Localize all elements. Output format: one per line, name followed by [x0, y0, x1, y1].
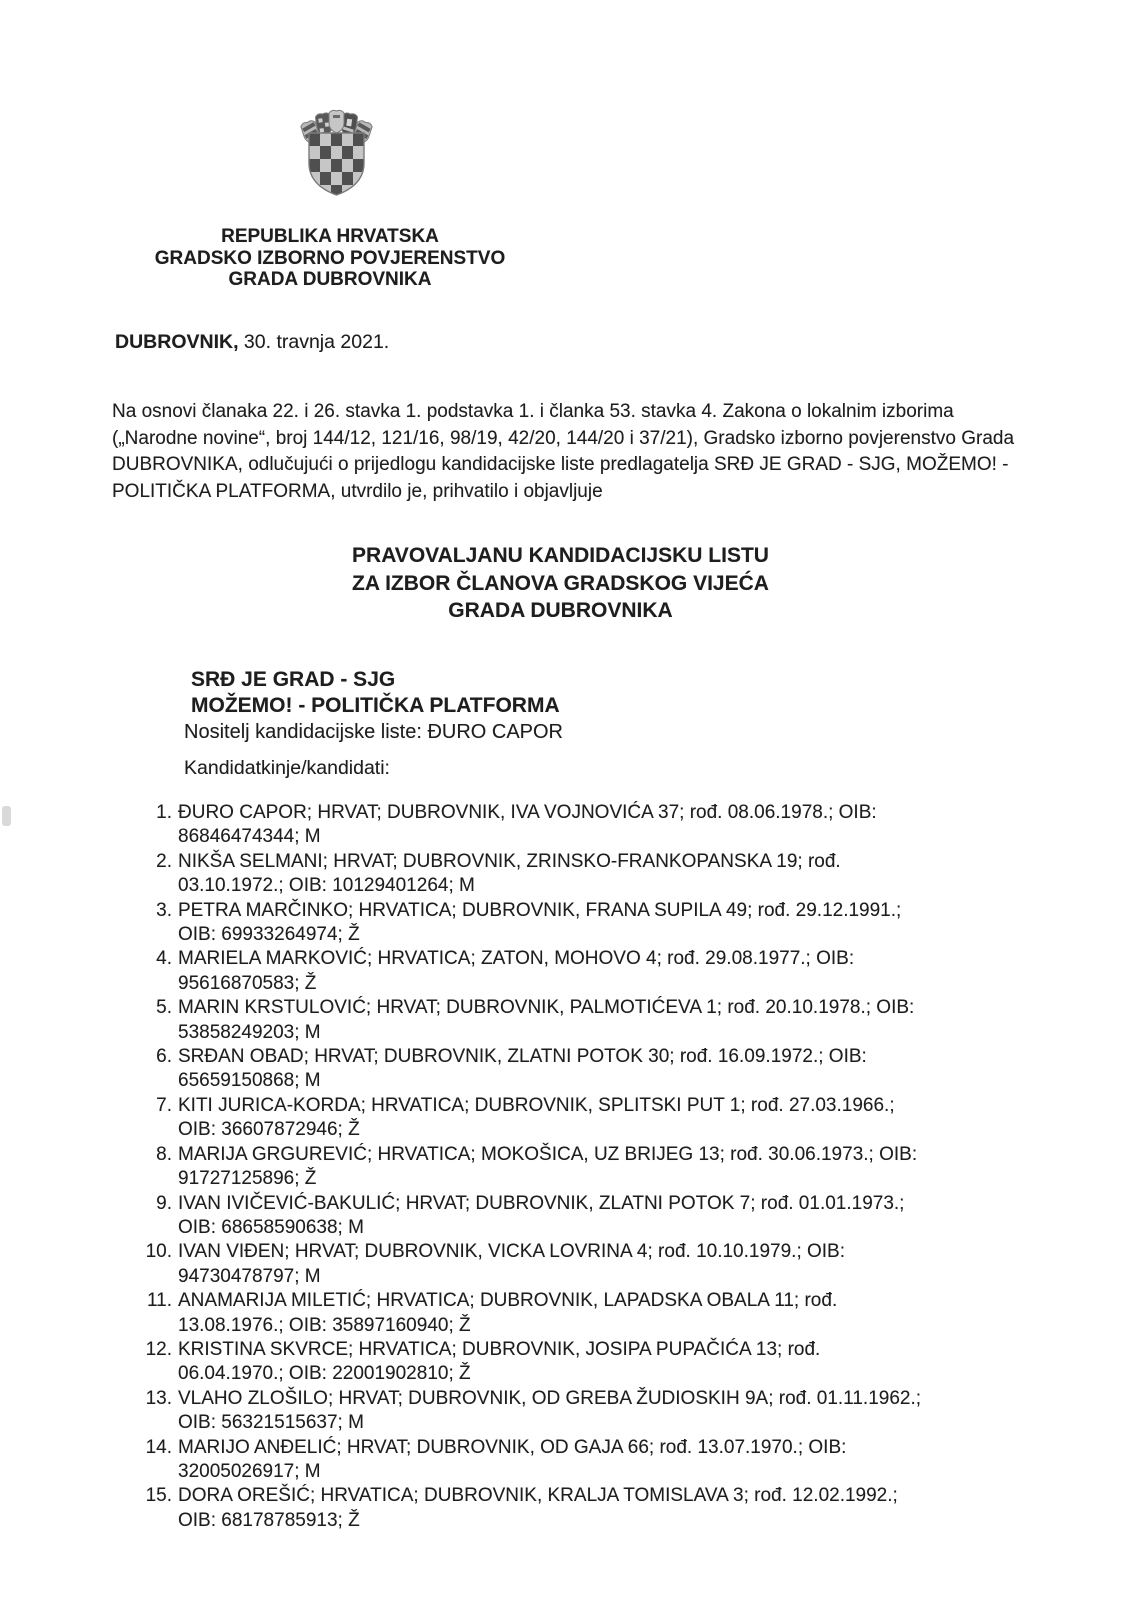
candidate-item	[0, 899, 1131, 948]
candidate-item	[0, 1338, 1131, 1387]
candidate-text-line-2: 91727125896; Ž	[178, 1168, 317, 1190]
candidate-text	[178, 1240, 845, 1289]
candidate-item	[0, 1289, 1131, 1338]
candidate-text	[178, 1192, 904, 1241]
letterhead	[110, 226, 550, 291]
candidate-text-line-1: PETRA MARČINKO; HRVATICA; DUBROVNIK, FRANA SUPILA 49; rođ. 29.12.1991.;	[178, 899, 902, 921]
candidate-text-line-1: MARIN KRSTULOVIĆ; HRVAT; DUBROVNIK, PALMOTIĆEVA 1; rođ. 20.10.1978.; OIB:	[178, 997, 915, 1019]
candidate-text-line-1: MARIJO ANĐELIĆ; HRVAT; DUBROVNIK, OD GAJA 66; rođ. 13.07.1970.; OIB:	[178, 1436, 847, 1458]
title-line-1: PRAVOVALJANU KANDIDACIJSKU LISTU	[352, 544, 769, 567]
candidate-text-line-1: ĐURO CAPOR; HRVAT; DUBROVNIK, IVA VOJNOVIĆA 37; rođ. 08.06.1978.; OIB:	[178, 802, 877, 823]
candidate-text-line-1: VLAHO ZLOŠILO; HRVAT; DUBROVNIK, OD GREBA ŽUDIOSKIH 9A; rođ. 01.11.1962.;	[178, 1387, 922, 1409]
dateline-city: DUBROVNIK,	[115, 331, 239, 353]
candidate-text-line-1: SRĐAN OBAD; HRVAT; DUBROVNIK, ZLATNI POTOK 30; rođ. 16.09.1972.; OIB:	[178, 1046, 867, 1068]
party-name-line-1: SRĐ JE GRAD - SJG	[191, 668, 396, 691]
candidate-text-line-2: OIB: 68658590638; M	[178, 1216, 364, 1238]
candidate-item	[0, 1387, 1131, 1436]
candidate-text	[178, 947, 854, 996]
candidate-text-line-1: MARIELA MARKOVIĆ; HRVATICA; ZATON, MOHOVO 4; rođ. 29.08.1977.; OIB:	[178, 948, 855, 970]
candidate-number: 12.	[145, 1338, 172, 1360]
candidate-item	[0, 801, 1131, 850]
candidate-number: 13.	[145, 1387, 172, 1409]
candidate-text	[178, 1387, 921, 1436]
candidate-item	[0, 1192, 1131, 1241]
candidate-item	[0, 996, 1131, 1045]
candidate-number: 3.	[156, 899, 172, 921]
candidate-number: 11.	[146, 1290, 172, 1312]
candidate-text-line-1: NIKŠA SELMANI; HRVAT; DUBROVNIK, ZRINSKO-FRANKOPANSKA 19; rođ.	[178, 850, 841, 872]
candidate-item	[0, 1045, 1131, 1094]
title-line-3: GRADA DUBROVNIKA	[448, 599, 673, 622]
party-name-block	[191, 667, 560, 719]
candidate-text	[178, 1289, 837, 1338]
candidate-text-line-1: IVAN IVIČEVIĆ-BAKULIĆ; HRVAT; DUBROVNIK, ZLATNI POTOK 7; rođ. 01.01.1973.;	[178, 1192, 905, 1214]
candidate-number: 5.	[156, 997, 172, 1019]
candidate-item	[0, 947, 1131, 996]
candidates-list	[0, 801, 1131, 1533]
party-name-line-2: MOŽEMO! - POLITIČKA PLATFORMA	[191, 694, 560, 717]
letterhead-line-country: REPUBLIKA HRVATSKA	[221, 226, 439, 247]
candidate-text-line-2: 65659150868; M	[178, 1070, 321, 1092]
candidate-text-line-2: OIB: 36607872946; Ž	[178, 1119, 360, 1141]
candidate-number: 4.	[156, 948, 172, 970]
candidate-item	[0, 1094, 1131, 1143]
checkerboard-shield	[309, 133, 364, 198]
candidate-text	[178, 1338, 820, 1387]
candidate-text	[178, 1094, 895, 1143]
candidate-number: 8.	[156, 1143, 172, 1165]
letterhead-line-city: GRADA DUBROVNIKA	[228, 269, 432, 290]
candidate-text	[178, 899, 901, 948]
candidate-text-line-1: MARIJA GRGUREVIĆ; HRVATICA; MOKOŠICA, UZ BRIJEG 13; rođ. 30.06.1973.; OIB:	[178, 1143, 918, 1165]
title-line-2: ZA IZBOR ČLANOVA GRADSKOG VIJEĆA	[352, 571, 769, 595]
candidate-text-line-1: ANAMARIJA MILETIĆ; HRVATICA; DUBROVNIK, LAPADSKA OBALA 11; rođ.	[178, 1290, 838, 1312]
candidate-text-line-2: OIB: 68178785913; Ž	[178, 1509, 360, 1531]
candidate-number: 1.	[156, 802, 172, 823]
candidate-text-line-2: 13.08.1976.; OIB: 35897160940; Ž	[178, 1314, 471, 1336]
list-holder: Nositelj kandidacijske liste: ĐURO CAPOR	[184, 721, 564, 743]
candidate-item	[0, 1240, 1131, 1289]
candidate-text-line-2: 86846474344; M	[178, 826, 321, 848]
candidates-label: Kandidatkinje/kandidati:	[184, 757, 390, 779]
candidate-number: 14.	[145, 1436, 172, 1458]
letterhead-line-commission: GRADSKO IZBORNO POVJERENSTVO	[154, 247, 506, 269]
candidate-text-line-2: OIB: 56321515637; M	[178, 1412, 364, 1434]
candidate-text-line-2: 32005026917; M	[178, 1460, 321, 1482]
scan-smudge-artifact	[2, 806, 11, 826]
document-title	[0, 542, 1121, 625]
candidate-text	[178, 1484, 898, 1533]
crown-middle-shield	[329, 110, 344, 133]
candidate-text-line-1: KITI JURICA-KORDA; HRVATICA; DUBROVNIK, SPLITSKI PUT 1; rođ. 27.03.1966.;	[178, 1094, 895, 1116]
candidate-text-line-1: KRISTINA SKVRCE; HRVATICA; DUBROVNIK, JOSIPA PUPAČIĆA 13; rođ.	[178, 1338, 821, 1360]
candidate-text	[178, 1143, 917, 1192]
candidate-number: 15.	[145, 1485, 172, 1507]
candidate-text-line-2: 94730478797; M	[178, 1265, 321, 1287]
candidate-number: 2.	[156, 850, 172, 872]
candidate-number: 10.	[145, 1241, 172, 1263]
intro-paragraph: Na osnovi članaka 22. i 26. stavka 1. podstavka 1. i članka 53. stavka 4. Zakona o lokalnim izborima („Narodne novine“, broj 144/12, 121/16, 98/19, 42/20, 144/20 i 37/21), Gradsko izborno povjerenstvo Grada DUBROVNIKA, odlučujući o prijedlogu kandidacijske liste predlagatelja SRĐ JE GRAD - SJG, MOŽEMO! - POLITIČKA PLATFORMA, utvrdilo je, prihvatilo i objavljuje	[112, 401, 1015, 502]
candidate-text	[178, 801, 877, 850]
croatian-coat-of-arms-icon	[300, 106, 373, 198]
candidate-text	[178, 1045, 867, 1094]
candidate-text-line-1: IVAN VIĐEN; HRVAT; DUBROVNIK, VICKA LOVRINA 4; rođ. 10.10.1979.; OIB:	[178, 1241, 846, 1263]
candidate-item	[0, 850, 1131, 899]
candidate-number: 7.	[156, 1094, 172, 1116]
dateline	[115, 331, 389, 354]
candidate-text-line-2: 03.10.1972.; OIB: 10129401264; M	[178, 875, 475, 897]
candidate-item	[0, 1436, 1131, 1485]
candidate-text-line-2: 06.04.1970.; OIB: 22001902810; Ž	[178, 1363, 471, 1385]
candidate-text-line-1: DORA OREŠIĆ; HRVATICA; DUBROVNIK, KRALJA TOMISLAVA 3; rođ. 12.02.1992.;	[178, 1485, 898, 1507]
candidate-item	[0, 1143, 1131, 1192]
candidate-item	[0, 1484, 1131, 1533]
candidate-number: 9.	[156, 1192, 172, 1214]
candidate-text-line-2: 53858249203; M	[178, 1021, 321, 1043]
candidate-text	[178, 850, 841, 899]
candidate-text	[178, 1436, 846, 1485]
dateline-date: 30. travnja 2021.	[238, 331, 390, 353]
candidate-text	[178, 996, 914, 1045]
candidate-text-line-2: OIB: 69933264974; Ž	[178, 924, 360, 946]
candidate-number: 6.	[156, 1046, 172, 1068]
candidate-text-line-2: 95616870583; Ž	[178, 972, 317, 994]
